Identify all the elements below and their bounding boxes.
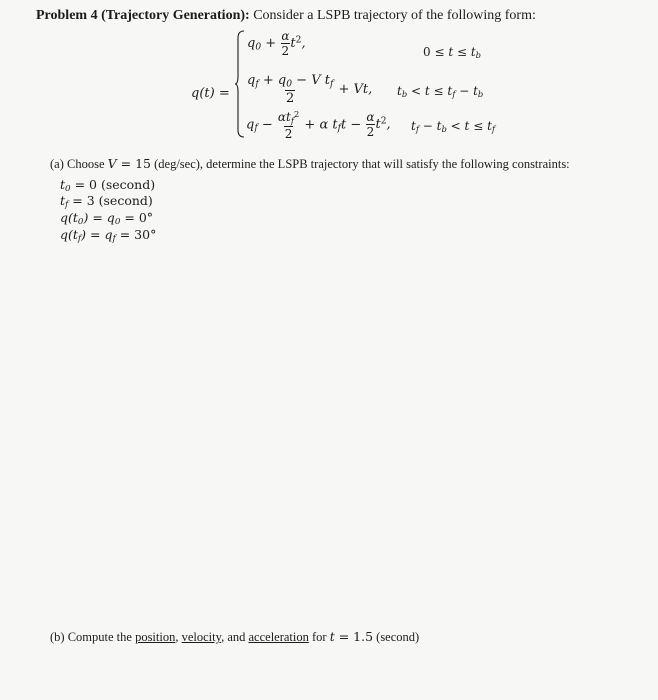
velocity-word: velocity <box>181 630 222 644</box>
part-a-velocity: V = 15 <box>107 156 151 171</box>
constraint-t0: $t_0 = 0$ (second) <box>60 177 156 195</box>
case-1-condition: $0 \le t \le t_b$ <box>423 45 482 61</box>
part-b-text: (b) Compute the position, velocity, and acceleration for t = 1.5 (second) <box>50 629 420 644</box>
left-brace-icon <box>234 30 246 138</box>
constraint-q0: $q(t_0) = q_0 = 0^\circ$ <box>60 210 154 228</box>
part-a-label: (a) <box>50 157 64 171</box>
equation-lhs: q(t) = <box>191 86 230 101</box>
part-b-label: (b) <box>50 630 65 644</box>
case-1-expression: $q_0$ + $\frac{\alpha}{2}$ $t^2$, <box>247 29 306 58</box>
case-2-condition: $t_b < t \le t_f - t_b$ <box>397 84 484 100</box>
part-b-condition: t = 1.5 <box>329 629 374 644</box>
case-3-expression: $q_f$ − $\frac{\alpha t_f^2}{2}$ + α $t_ft$ − $\frac{\alpha}{2}$ $t^2$, <box>246 109 391 141</box>
constraint-qf: $q(t_f) = q_f = 30^\circ$ <box>60 227 157 245</box>
case-3-condition: $t_f - t_b < t \le t_f$ <box>411 119 495 135</box>
acceleration-word: acceleration <box>248 630 309 644</box>
problem-label: Problem 4 (Trajectory Generation): <box>36 8 250 23</box>
problem-title <box>36 8 536 24</box>
part-a-text: (a) Choose V = 15 (deg/sec), determine the LSPB trajectory that will satisfy the following constraints: <box>50 156 570 171</box>
case-2-expression: $\frac{q_f + q_0 - V t_f}{2}$ + Vt, <box>247 73 373 107</box>
constraint-tf: $t_f = 3$ (second) <box>60 193 153 211</box>
problem-statement: Consider a LSPB trajectory of the following form: <box>253 8 536 23</box>
position-word: position <box>135 630 176 644</box>
